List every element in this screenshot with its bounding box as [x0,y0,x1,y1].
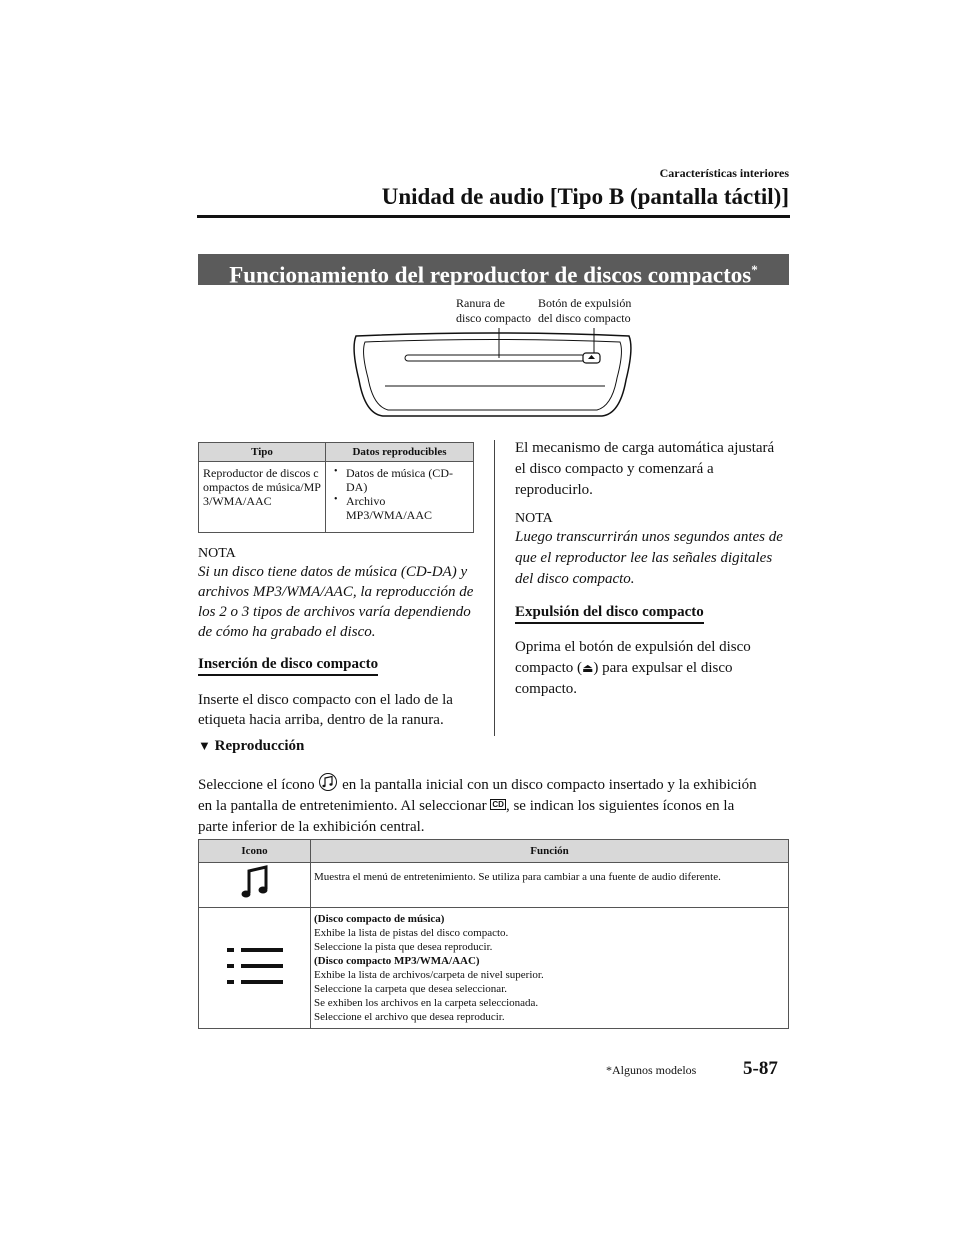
music-note-icon [241,865,269,901]
section-title: Funcionamiento del reproductor de discos compactos [229,262,752,288]
playback-line2-a: en la pantalla de entretenimiento. Al seleccionar [198,798,487,814]
eject-text [515,637,787,700]
list-icon [227,948,283,984]
eject-text-part1: Oprima el botón de expulsión del disco compacto ( [515,639,751,676]
eject-label-line2: del disco compacto [538,311,631,325]
column-header-icon: Icono [199,840,311,863]
disc-slot [405,355,585,361]
note-text: Luego transcurrirán unos segundos antes de que el reproductor lee las señales digitales del disco compacto. [515,529,783,587]
player-face-outer [354,333,631,416]
function-line: Seleccione el archivo que desea reproducir. [314,1011,505,1023]
data-item: • Datos de música (CD-DA) [330,466,469,494]
note-label: NOTA [198,546,236,561]
playback-line2-b: , se indican los siguientes íconos en la [505,798,735,814]
function-line: Seleccione la carpeta que desea seleccionar. [314,983,507,995]
eject-label [538,296,631,326]
function-line: Exhibe la lista de archivos/carpeta de nivel superior. [314,969,544,981]
player-face-inner [364,340,622,411]
right-column [515,438,787,700]
playback-heading [198,738,304,755]
function-line: Exhibe la lista de pistas del disco compacto. [314,927,509,939]
column-header-type: Tipo [199,443,326,462]
icon-cell [199,908,311,1029]
cd-player-diagram [350,328,635,420]
slot-label [456,296,531,326]
column-header-function: Función [311,840,789,863]
table-header-row [199,840,789,863]
section-asterisk: * [751,262,758,277]
footer-note: *Algunos modelos [606,1063,697,1077]
slot-label-line2: disco compacto [456,311,531,325]
playable-data-table [198,442,474,533]
function-line: Seleccione la pista que desea reproducir. [314,941,493,953]
playback-line [198,772,798,796]
table-row [199,863,789,908]
playback-heading-text: Reproducción [214,738,305,754]
note-text: Si un disco tiene datos de música (CD-DA) y archivos MP3/WMA/AAC, la reproducción de los 2 o 3 tipos de archivos varía dependiendo de cómo ha grabado el disco. [198,564,474,640]
note-label: NOTA [515,511,553,526]
column-header-data: Datos reproducibles [326,443,474,462]
data-cell [326,462,474,533]
page-number: 5-87 [743,1058,778,1079]
header-rule [197,215,790,218]
playback-line1-a: Seleccione el ícono [198,777,315,793]
function-line: (Disco compacto MP3/WMA/AAC) [314,955,480,967]
table-row [199,462,474,533]
table-header-row [199,443,474,462]
column-divider [494,440,495,736]
function-line: Se exhiben los archivos en la carpeta seleccionada. [314,997,539,1009]
slot-label-line1: Ranura de [456,296,505,310]
insert-text: Inserte el disco compacto con el lado de la etiqueta hacia arriba, dentro de la ranura. [198,692,453,728]
auto-load-text: El mecanismo de carga automática ajustará el disco compacto y comenzará a reproducirlo. [515,440,775,498]
icon-function-table [198,839,789,1029]
left-column [198,546,483,730]
playback-text [198,772,798,838]
function-cell: Muestra el menú de entretenimiento. Se utiliza para cambiar a una fuente de audio diferente. [311,863,789,908]
icon-cell [199,863,311,908]
cd-icon: CD [492,800,504,809]
music-note-icon [318,772,338,792]
eject-heading: Expulsión del disco compacto [515,604,704,624]
chapter-title: Unidad de audio [Tipo B (pantalla táctil)] [381,184,789,209]
eject-text-part2: ) para expulsar el disco compacto. [515,660,733,697]
function-line: (Disco compacto de música) [314,913,445,925]
section-banner [198,254,789,288]
playback-line [198,796,798,817]
playback-line1-b: en la pantalla inicial con un disco compacto insertado y la exhibición [342,777,757,793]
eject-label-line1: Botón de expulsión [538,296,632,310]
table-row [199,908,789,1029]
insert-heading: Inserción de disco compacto [198,656,378,676]
type-cell: Reproductor de discos compactos de música/MP3/WMA/AAC [199,462,326,533]
playback-line: parte inferior de la exhibición central. [198,819,425,835]
data-item: • Archivo MP3/WMA/AAC [330,494,469,522]
function-cell [311,908,789,1029]
eject-icon: ⏏ [582,661,594,675]
triangle-down-icon: ▼ [198,738,211,753]
chapter-category: Características interiores [659,166,789,180]
